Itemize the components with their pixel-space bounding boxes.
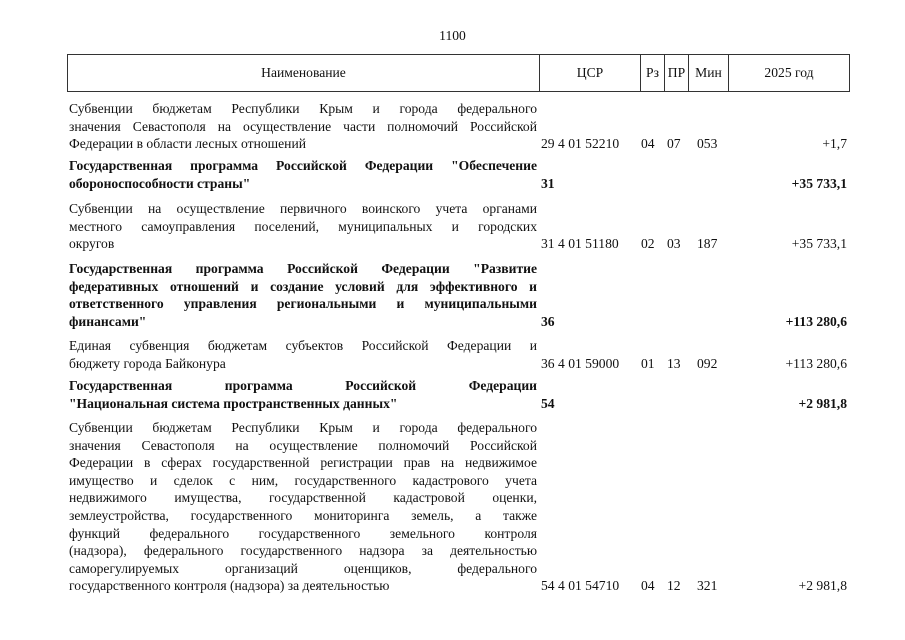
row-name-line: Государственная программа Российской Федерации "Обеспечение <box>69 158 537 173</box>
row-rz: 02 <box>641 236 655 252</box>
row-name-line: Единая субвенция бюджетам субъектов Российской Федерации и <box>69 338 537 353</box>
row-name <box>69 337 537 372</box>
row-name-line: саморегулируемых организаций оценщиков, федерального <box>69 560 537 576</box>
row-amount: +1,7 <box>822 136 847 152</box>
row-amount: +35 733,1 <box>791 236 847 252</box>
row-amount: +35 733,1 <box>791 175 847 191</box>
row-name-line: (надзора), федерального государственного надзора за деятельностью <box>69 543 537 559</box>
row-name-line: Государственная программа Российской Федерации <box>69 378 537 393</box>
page-number: 1100 <box>439 28 466 43</box>
header-name: Наименование <box>68 55 540 92</box>
row-csr: 29 4 01 52210 <box>541 136 620 152</box>
row-name-line: "Национальная система пространственных данных" <box>69 395 398 411</box>
row-name-line: Государственная программа Российской Федерации "Развитие <box>69 261 537 276</box>
row-min: 187 <box>697 236 718 252</box>
row-pr: 03 <box>667 236 681 252</box>
table-header <box>67 54 850 92</box>
row-name <box>69 100 537 153</box>
row-name <box>69 260 537 330</box>
row-min: 053 <box>697 136 718 152</box>
header-rz: Рз <box>641 55 665 92</box>
row-name <box>69 200 537 253</box>
row-amount: +2 981,8 <box>798 395 847 411</box>
row-rz: 04 <box>641 578 655 594</box>
row-name-line: значения Севастополя на осуществление части полномочий Российской <box>69 118 537 134</box>
row-name <box>69 419 537 595</box>
header-min: Мин <box>689 55 729 92</box>
row-name-line: имущество и сделок с ним, государственного кадастрового учета <box>69 472 537 488</box>
row-name-line: значения Севастополя на осуществление полномочий Российской <box>69 437 537 453</box>
row-min: 321 <box>697 578 718 594</box>
row-name-line: округов <box>69 236 115 252</box>
row-name-line: землеустройства, государственного мониторинга земель, а также <box>69 507 537 523</box>
row-pr: 13 <box>667 355 681 371</box>
row-name-line: финансами" <box>69 313 147 329</box>
row-pr: 07 <box>667 136 681 152</box>
row-name-line: ответственного управления региональными и муниципальными <box>69 296 537 312</box>
row-name-line: федеративных отношений и создание условий для эффективного и <box>69 278 537 294</box>
header-pr: ПР <box>665 55 689 92</box>
row-name-line: обороноспособности страны" <box>69 175 251 191</box>
row-name-line: государственного контроля (надзора) за деятельностью <box>69 578 390 594</box>
row-csr: 36 <box>541 313 555 329</box>
row-name-line: Федерации в сферах государственной регистрации прав на недвижимое <box>69 455 537 471</box>
row-name-line: Федерации в области лесных отношений <box>69 136 307 152</box>
row-amount: +113 280,6 <box>785 355 847 371</box>
row-name-line: функций федерального государственного земельного контроля <box>69 525 537 541</box>
row-name-line: местного самоуправления поселений, муниципальных и городских <box>69 218 537 234</box>
row-name-line: Субвенции на осуществление первичного воинского учета органами <box>69 201 537 216</box>
row-csr: 31 4 01 51180 <box>541 236 619 252</box>
row-csr: 54 <box>541 395 555 411</box>
row-name-line: недвижимого имущества, государственной кадастровой оценки, <box>69 490 537 506</box>
row-pr: 12 <box>667 578 681 594</box>
row-name-line: Субвенции бюджетам Республики Крым и города федерального <box>69 101 537 116</box>
row-min: 092 <box>697 355 718 371</box>
row-csr: 31 <box>541 175 555 191</box>
header-csr: ЦСР <box>540 55 641 92</box>
row-amount: +2 981,8 <box>798 578 847 594</box>
header-year: 2025 год <box>729 55 850 92</box>
row-name-line: Субвенции бюджетам Республики Крым и города федерального <box>69 420 537 435</box>
row-rz: 04 <box>641 136 655 152</box>
row-rz: 01 <box>641 355 655 371</box>
row-name <box>69 157 537 192</box>
row-name-line: бюджету города Байконура <box>69 355 226 371</box>
row-amount: +113 280,6 <box>785 313 847 329</box>
row-name <box>69 377 537 412</box>
row-csr: 54 4 01 54710 <box>541 578 620 594</box>
row-csr: 36 4 01 59000 <box>541 355 620 371</box>
